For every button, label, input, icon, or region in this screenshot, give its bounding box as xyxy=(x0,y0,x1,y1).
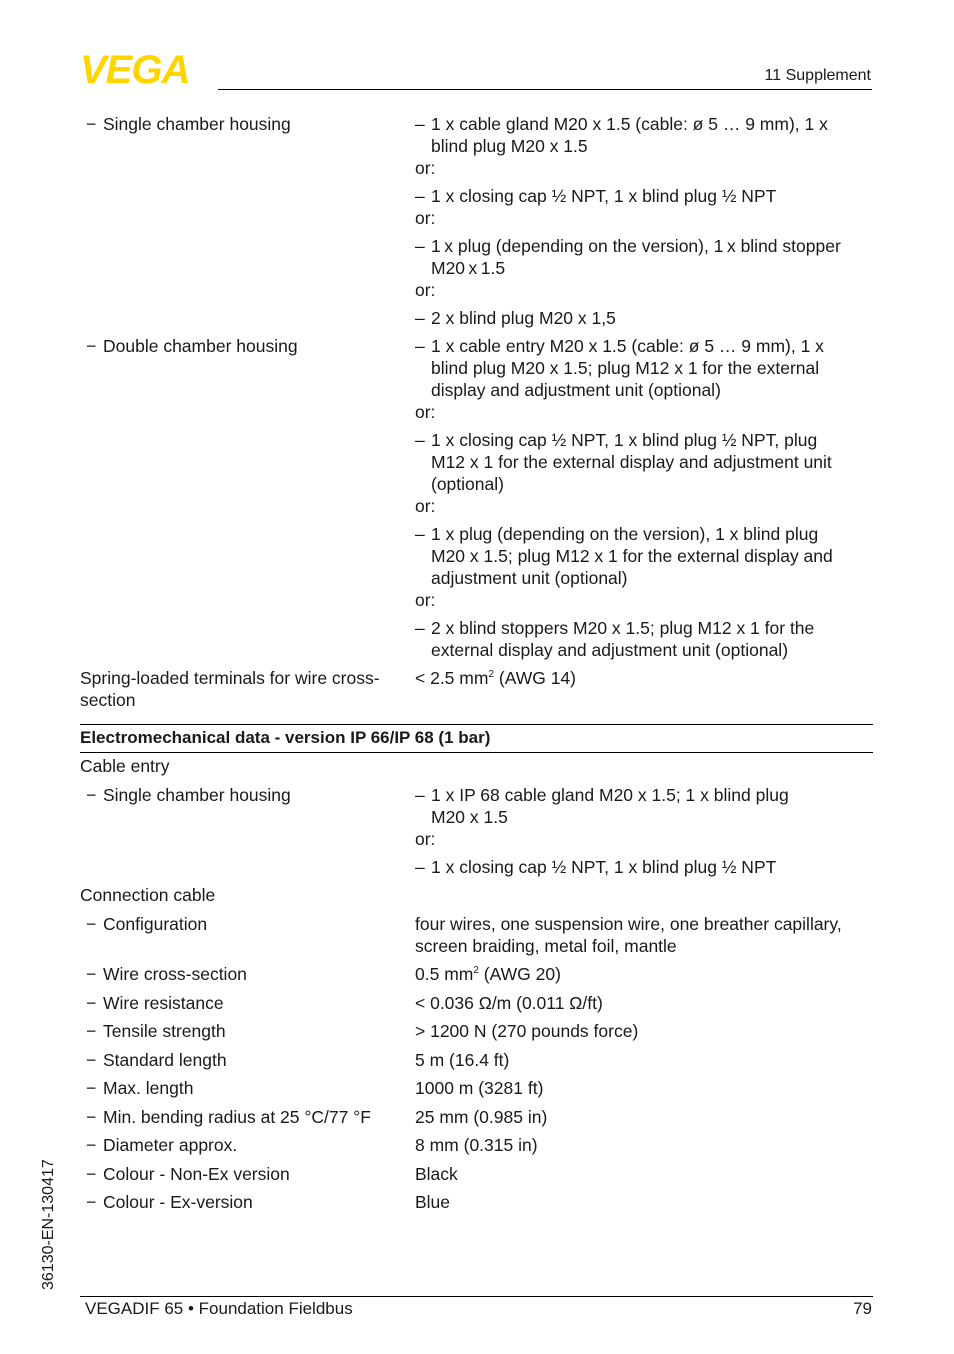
or-text: or: xyxy=(415,829,436,849)
dash-marker: − xyxy=(86,1107,97,1127)
or-text: or: xyxy=(415,590,436,610)
spec-label: Single chamber housing xyxy=(103,785,291,805)
dash-marker: − xyxy=(86,1192,97,1212)
footer-rule xyxy=(80,1296,873,1297)
or-text: or: xyxy=(415,158,436,178)
spec-value: screen braiding, metal foil, mantle xyxy=(415,936,677,956)
section-rule-top xyxy=(80,724,873,725)
bullet-dash: – xyxy=(415,524,425,544)
dash-marker: − xyxy=(86,336,97,356)
header-rule xyxy=(218,89,872,90)
bullet-dash: – xyxy=(415,785,425,805)
spec-label: Wire resistance xyxy=(103,993,224,1013)
bullet-dash: – xyxy=(415,114,425,134)
bullet-dash: – xyxy=(415,308,425,328)
spec-value: 2 x blind plug M20 x 1,5 xyxy=(431,308,616,328)
or-text: or: xyxy=(415,280,436,300)
spec-value: 1 x IP 68 cable gland M20 x 1.5; 1 x blind plug xyxy=(431,785,789,805)
spec-value: 2 x blind stoppers M20 x 1.5; plug M12 x 1 for the xyxy=(431,618,815,638)
spec-label: Wire cross-section xyxy=(103,964,247,984)
spec-value: 1 x plug (depending on the version), 1 x blind stopper xyxy=(431,236,841,256)
dash-marker: − xyxy=(86,1050,97,1070)
group-label: Connection cable xyxy=(80,885,216,905)
spec-value: 0.5 $mm^2$ (AWG 20) xyxy=(415,964,561,984)
spec-value: (optional) xyxy=(431,474,504,494)
spec-value: 1 x closing cap ½ NPT, 1 x blind plug ½ NPT xyxy=(431,186,777,206)
spec-value: > 1200 N (270 pounds force) xyxy=(415,1021,639,1041)
dash-marker: − xyxy=(86,914,97,934)
spec-label: Diameter approx. xyxy=(103,1135,238,1155)
spec-label: section xyxy=(80,690,136,710)
spec-value: 5 m (16.4 ft) xyxy=(415,1050,510,1070)
spec-value: Blue xyxy=(415,1192,451,1212)
section-rule-bottom xyxy=(80,752,873,753)
spec-value: M12 x 1 for the external display and adjustment unit xyxy=(431,452,832,472)
spec-label: Tensile strength xyxy=(103,1021,226,1041)
spec-label: Standard length xyxy=(103,1050,227,1070)
vega-logo xyxy=(80,52,214,86)
spec-value: M20 x 1.5 xyxy=(431,807,508,827)
spec-label: Spring-loaded terminals for wire cross- xyxy=(80,668,380,688)
or-text: or: xyxy=(415,496,436,516)
spec-value: 1 x cable entry M20 x 1.5 (cable: ø 5 … 9 mm), 1 x xyxy=(431,336,824,356)
bullet-dash: – xyxy=(415,186,425,206)
dash-marker: − xyxy=(86,114,97,134)
spec-value: < 2.5 $mm^2$ (AWG 14) xyxy=(415,668,576,688)
footer-product: VEGADIF 65 • Foundation Fieldbus xyxy=(85,1299,353,1318)
dash-marker: − xyxy=(86,1135,97,1155)
or-text: or: xyxy=(415,208,436,228)
dash-marker: − xyxy=(86,993,97,1013)
dash-marker: − xyxy=(86,785,97,805)
group-label: Cable entry xyxy=(80,756,170,776)
spec-value: < 0.036 Ω/m (0.011 Ω/ft) xyxy=(415,993,603,1013)
spec-value: 1 x plug (depending on the version), 1 x blind plug xyxy=(431,524,819,544)
spec-value: M20 x 1.5; plug M12 x 1 for the external display and xyxy=(431,546,833,566)
spec-value: blind plug M20 x 1.5 xyxy=(431,136,588,156)
dash-marker: − xyxy=(86,1021,97,1041)
dash-marker: − xyxy=(86,964,97,984)
spec-value: blind plug M20 x 1.5; plug M12 x 1 for the external xyxy=(431,358,820,378)
bullet-dash: – xyxy=(415,430,425,450)
spec-value: adjustment unit (optional) xyxy=(431,568,628,588)
spec-label: Max. length xyxy=(103,1078,194,1098)
bullet-dash: – xyxy=(415,857,425,877)
or-text: or: xyxy=(415,402,436,422)
spec-value: display and adjustment unit (optional) xyxy=(431,380,721,400)
section-title: 11 Supplement xyxy=(764,67,871,84)
spec-value: M20 x 1.5 xyxy=(431,258,506,278)
spec-value: 1 x cable gland M20 x 1.5 (cable: ø 5 … 9 mm), 1 x xyxy=(431,114,828,134)
spec-label: Colour - Non-Ex version xyxy=(103,1164,290,1184)
logo-text: VEGA xyxy=(80,52,190,86)
page-number: 79 xyxy=(853,1299,872,1318)
spec-label: Single chamber housing xyxy=(103,114,291,134)
spec-value: 1 x closing cap ½ NPT, 1 x blind plug ½ NPT xyxy=(431,857,777,877)
document-id: 36130-EN-130417 xyxy=(40,1159,57,1290)
spec-label: Min. bending radius at 25 °C/77 °F xyxy=(103,1107,371,1127)
spec-value: 1000 m (3281 ft) xyxy=(415,1078,544,1098)
spec-value: external display and adjustment unit (optional) xyxy=(431,640,789,660)
spec-value: 1 x closing cap ½ NPT, 1 x blind plug ½ NPT, plug xyxy=(431,430,818,450)
spec-value: Black xyxy=(415,1164,458,1184)
spec-value: 8 mm (0.315 in) xyxy=(415,1135,538,1155)
section-heading: Electromechanical data - version IP 66/IP 68 (1 bar) xyxy=(80,728,491,747)
bullet-dash: – xyxy=(415,336,425,356)
spec-label: Double chamber housing xyxy=(103,336,298,356)
bullet-dash: – xyxy=(415,618,425,638)
spec-value: four wires, one suspension wire, one breather capillary, xyxy=(415,914,842,934)
spec-label: Colour - Ex-version xyxy=(103,1192,253,1212)
spec-value: 25 mm (0.985 in) xyxy=(415,1107,548,1127)
dash-marker: − xyxy=(86,1078,97,1098)
dash-marker: − xyxy=(86,1164,97,1184)
bullet-dash: – xyxy=(415,236,425,256)
spec-label: Configuration xyxy=(103,914,208,934)
